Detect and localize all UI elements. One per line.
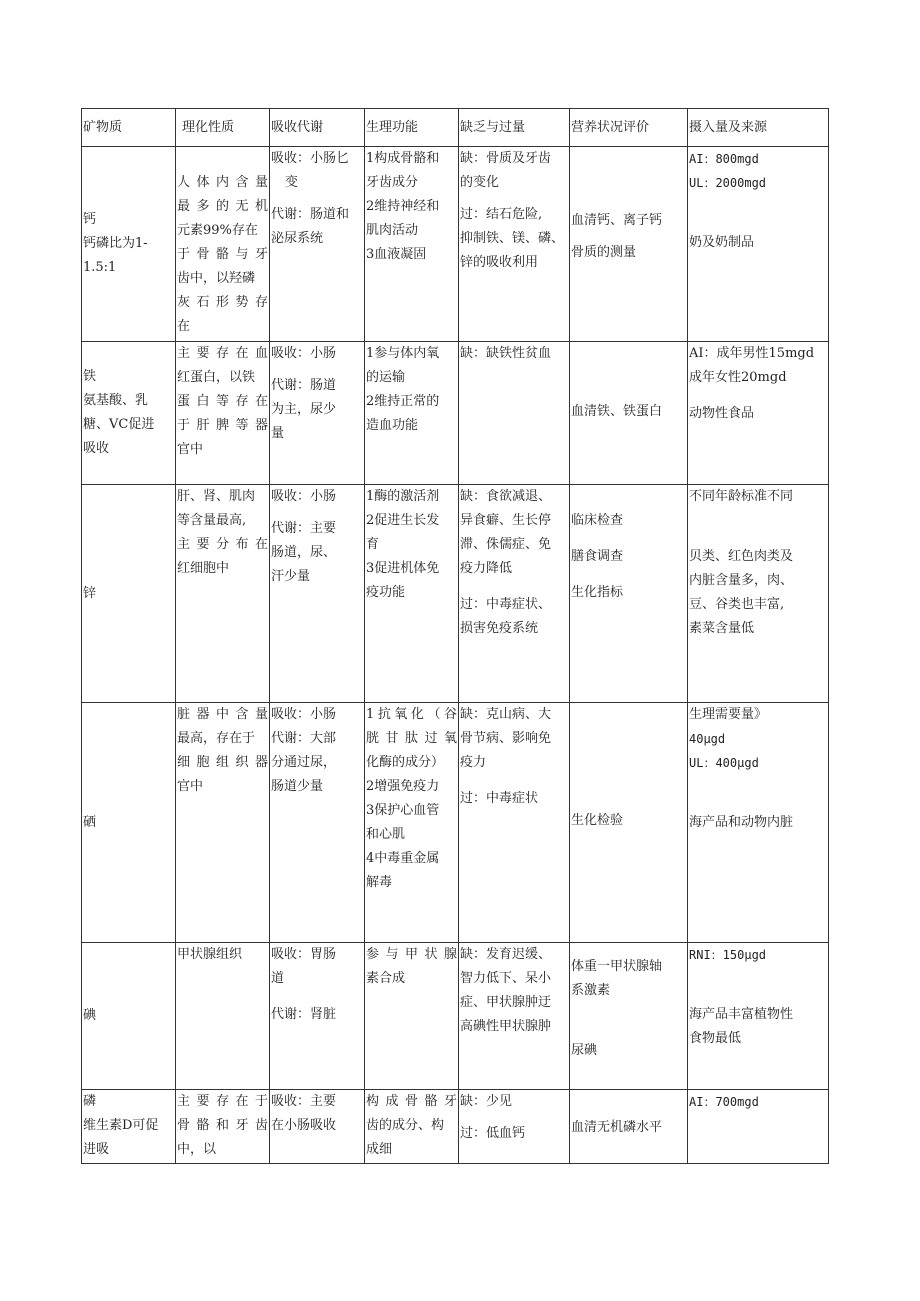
table-row bbox=[82, 943, 829, 1090]
header-mineral: 矿物质 bbox=[82, 109, 176, 147]
absorption-cell: 吸收：小肠匕 变 代谢：肠道和 泌尿系统 bbox=[270, 147, 365, 342]
function-cell: 构成骨骼牙 齿的成分、构 成细 bbox=[365, 1090, 459, 1164]
intake-cell: 生理需要量》 40μgd UL：400μgd 海产品和动物内脏 bbox=[688, 703, 829, 943]
assessment-cell: 血清无机磷水平 bbox=[570, 1090, 688, 1164]
header-intake: 摄入量及来源 bbox=[688, 109, 829, 147]
table-row bbox=[82, 342, 829, 485]
assessment-cell: 临床检查 膳食调查 生化指标 bbox=[570, 485, 688, 703]
absorption-cell: 吸收：小肠 代谢：肠道 为主，尿少 量 bbox=[270, 342, 365, 485]
assessment-cell: 体重一甲状腺轴 系激素 尿碘 bbox=[570, 943, 688, 1090]
mineral-cell: 磷 维生素D可促 进吸 bbox=[82, 1090, 176, 1164]
header-assessment: 营养状况评价 bbox=[570, 109, 688, 147]
intake-cell: RNI：150μgd 海产品丰富植物性 食物最低 bbox=[688, 943, 829, 1090]
deficiency-cell: 缺：发育迟缓、 智力低下、呆小 症、甲状腺肿迂 高碘性甲状腺肿 bbox=[459, 943, 570, 1090]
property-cell: 主要存在血 红蛋白，以铁 蛋白等存在 于肝脾等器 官中 bbox=[176, 342, 270, 485]
header-absorption: 吸收代谢 bbox=[270, 109, 365, 147]
assessment-cell: 血清钙、离子钙 骨质的测量 bbox=[570, 147, 688, 342]
assessment-cell: 血清铁、铁蛋白 bbox=[570, 342, 688, 485]
absorption-cell: 吸收：小肠 代谢：主要 肠道，尿、 汗少量 bbox=[270, 485, 365, 703]
property-cell: 主要存在于 骨骼和牙齿 中，以 bbox=[176, 1090, 270, 1164]
assessment-cell: 生化检验 bbox=[570, 703, 688, 943]
property-cell: 人体内含量 最多的无机 元素99%存在 于骨骼与牙 齿中，以羟磷 灰石形势存 在 bbox=[176, 147, 270, 342]
deficiency-cell: 缺：骨质及牙齿 的变化 过：结石危险, 抑制铁、镁、磷、 锌的吸收利用 bbox=[459, 147, 570, 342]
property-cell: 甲状腺组织 bbox=[176, 943, 270, 1090]
intake-cell: AI：700mgd bbox=[688, 1090, 829, 1164]
intake-cell: AI：成年男性15mgd 成年女性20mgd 动物性食品 bbox=[688, 342, 829, 485]
header-function: 生理功能 bbox=[365, 109, 459, 147]
function-cell: 1构成骨骼和 牙齿成分 2维持神经和 肌肉活动 3血液凝固 bbox=[365, 147, 459, 342]
function-cell: 1抗氧化（谷 胱甘肽过氧 化酶的成分） 2增强免疫力 3保护心血管 和心肌 4中毒重金属 解毒 bbox=[365, 703, 459, 943]
table-row bbox=[82, 485, 829, 703]
header-property: 理化性质 bbox=[176, 109, 270, 147]
table-header-row bbox=[82, 109, 829, 147]
property-cell: 脏器中含量 最高，存在于 细胞组织器 官中 bbox=[176, 703, 270, 943]
table-row bbox=[82, 1090, 829, 1164]
deficiency-cell: 缺：克山病、大 骨节病、影响免 疫力 过：中毒症状 bbox=[459, 703, 570, 943]
function-cell: 参与甲状腺 素合成 bbox=[365, 943, 459, 1090]
absorption-cell: 吸收：主要 在小肠吸收 bbox=[270, 1090, 365, 1164]
mineral-cell: 钙 钙磷比为1- 1.5:1 bbox=[82, 147, 176, 342]
mineral-cell: 铁 氨基酸、乳 糖、VC促进 吸收 bbox=[82, 342, 176, 485]
deficiency-cell: 缺：少见 过：低血钙 bbox=[459, 1090, 570, 1164]
absorption-cell: 吸收：小肠 代谢：大部 分通过尿， 肠道少量 bbox=[270, 703, 365, 943]
mineral-cell: 硒 bbox=[82, 703, 176, 943]
table-row bbox=[82, 703, 829, 943]
mineral-cell: 锌 bbox=[82, 485, 176, 703]
absorption-cell: 吸收：胃肠 道 代谢：肾脏 bbox=[270, 943, 365, 1090]
property-cell: 肝、肾、肌肉 等含量最高, 主要分布在 红细胞中 bbox=[176, 485, 270, 703]
intake-cell: AI：800mgd UL：2000mgd 奶及奶制品 bbox=[688, 147, 829, 342]
deficiency-cell: 缺：缺铁性贫血 bbox=[459, 342, 570, 485]
deficiency-cell: 缺：食欲减退、 异食癖、生长停 滞、侏儒症、免 疫力降低 过：中毒症状、 损害免疫系统 bbox=[459, 485, 570, 703]
mineral-cell: 碘 bbox=[82, 943, 176, 1090]
function-cell: 1酶的激活剂 2促进生长发 育 3促进机体免 疫功能 bbox=[365, 485, 459, 703]
header-deficiency: 缺乏与过量 bbox=[459, 109, 570, 147]
table-row bbox=[82, 147, 829, 342]
intake-cell: 不同年龄标准不同 贝类、红色肉类及 内脏含量多，肉、 豆、谷类也丰富, 素菜含量低 bbox=[688, 485, 829, 703]
minerals-table bbox=[81, 108, 829, 1164]
function-cell: 1参与体内氧 的运输 2维持正常的 造血功能 bbox=[365, 342, 459, 485]
